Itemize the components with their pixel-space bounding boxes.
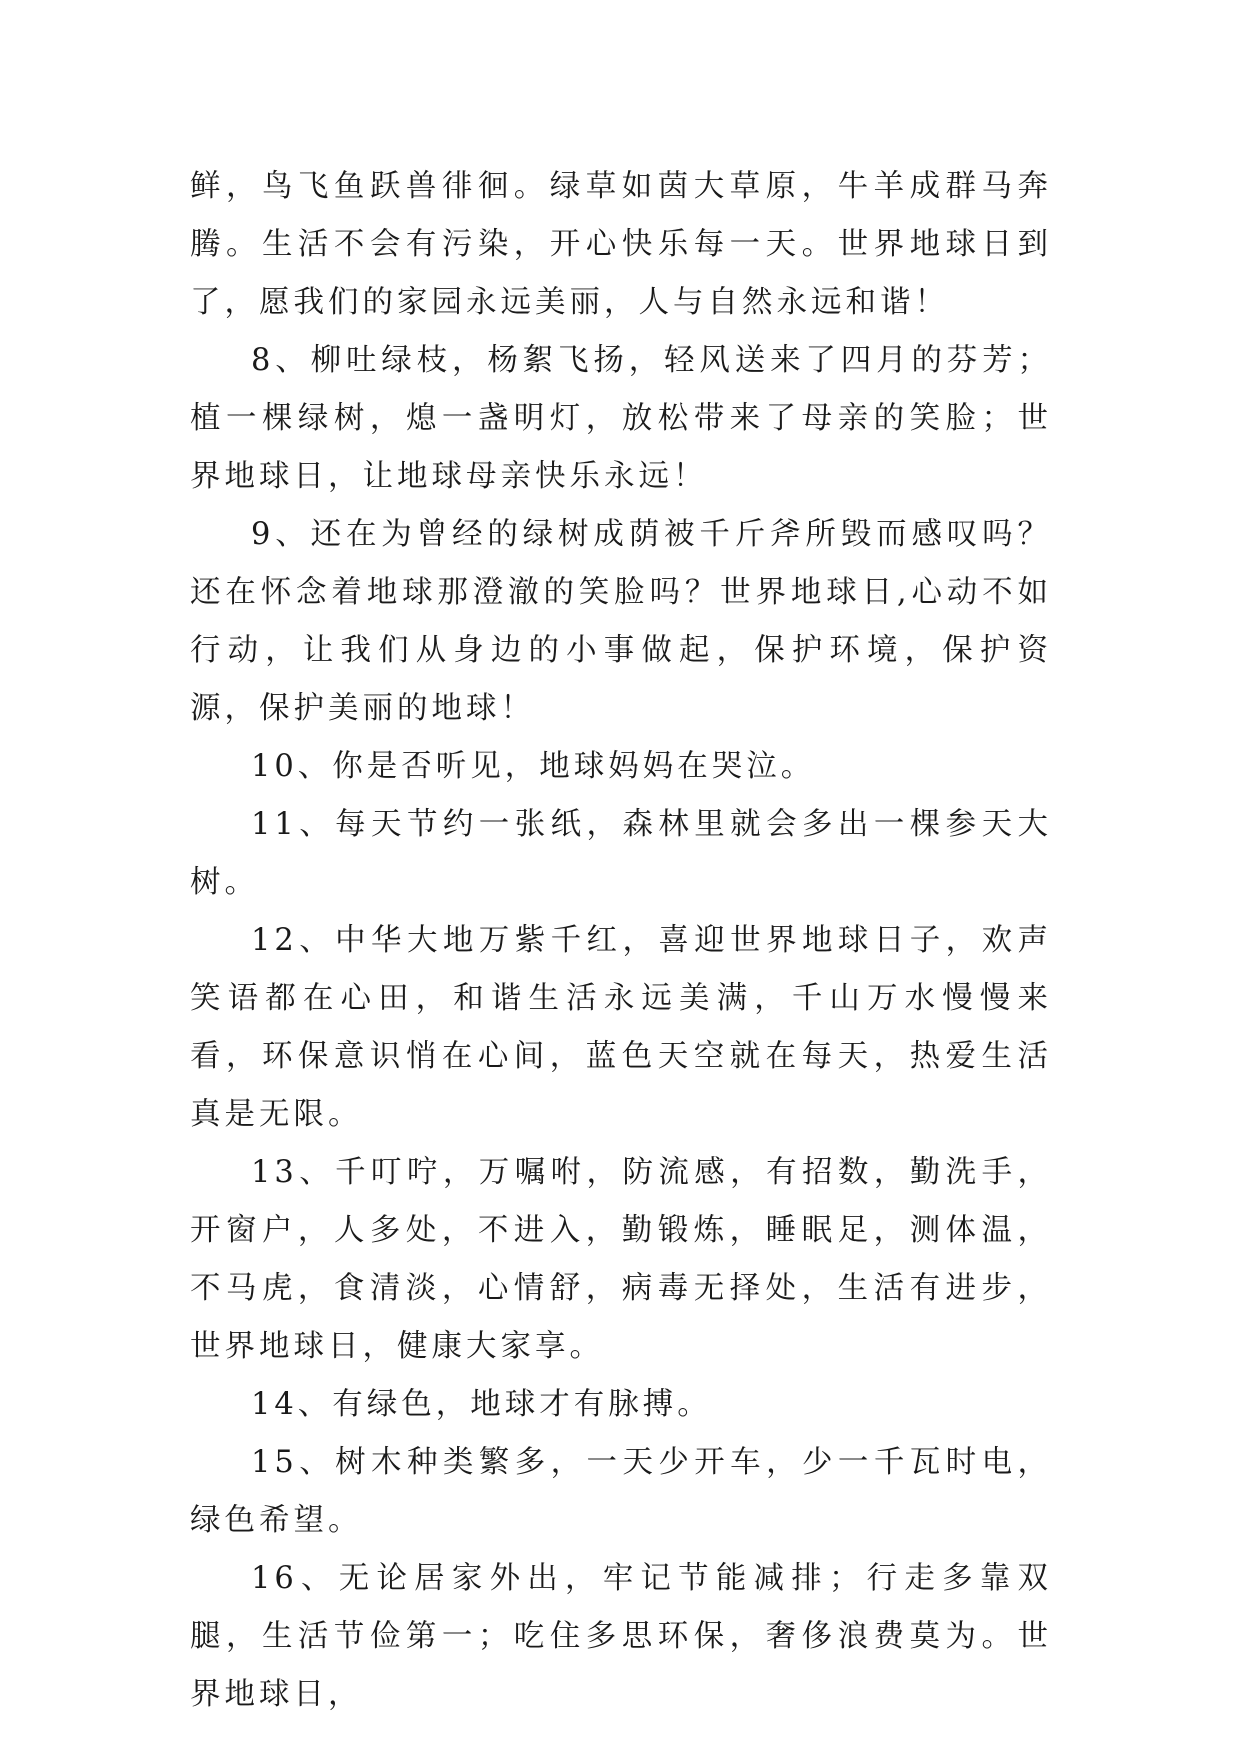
paragraph-item-8: 8、柳吐绿枝，杨絮飞扬，轻风送来了四月的芬芳；植一棵绿树，熄一盏明灯，放松带来了母亲的笑脸；世界地球日，让地球母亲快乐永远！ xyxy=(190,343,1052,494)
paragraph-item-13: 13、千叮咛，万嘱咐，防流感，有招数，勤洗手，开窗户，人多处，不进入，勤锻炼，睡眠足，测体温，不马虎，食清淡，心情舒，病毒无择处，生活有进步，世界地球日，健康大家享。 xyxy=(190,1155,1052,1364)
paragraph-item-14: 14、有绿色，地球才有脉搏。 xyxy=(251,1387,712,1422)
paragraph-item-11: 11、每天节约一张纸，森林里就会多出一棵参天大树。 xyxy=(190,807,1052,900)
paragraph-item-16: 16、无论居家外出，牢记节能减排；行走多靠双腿，生活节俭第一；吃住多思环保，奢侈浪费莫为。世界地球日， xyxy=(190,1561,1052,1712)
paragraph-item-9: 9、还在为曾经的绿树成荫被千斤斧所毁而感叹吗？还在怀念着地球那澄澈的笑脸吗？世界地球日,心动不如行动，让我们从身边的小事做起，保护环境，保护资源，保护美丽的地球！ xyxy=(190,517,1052,726)
paragraph-item-12: 12、中华大地万紫千红，喜迎世界地球日子，欢声笑语都在心田，和谐生活永远美满，千山万水慢慢来看，环保意识悄在心间，蓝色天空就在每天，热爱生活真是无限。 xyxy=(190,923,1052,1132)
paragraph-continued: 鲜，鸟飞鱼跃兽徘徊。绿草如茵大草原，牛羊成群马奔腾。生活不会有污染，开心快乐每一天。世界地球日到了，愿我们的家园永远美丽，人与自然永远和谐！ xyxy=(190,169,1052,320)
paragraph-item-15: 15、树木种类繁多，一天少开车，少一千瓦时电，绿色希望。 xyxy=(190,1445,1052,1538)
document-page xyxy=(190,158,1052,1724)
paragraph-item-10: 10、你是否听见，地球妈妈在哭泣。 xyxy=(251,749,816,784)
